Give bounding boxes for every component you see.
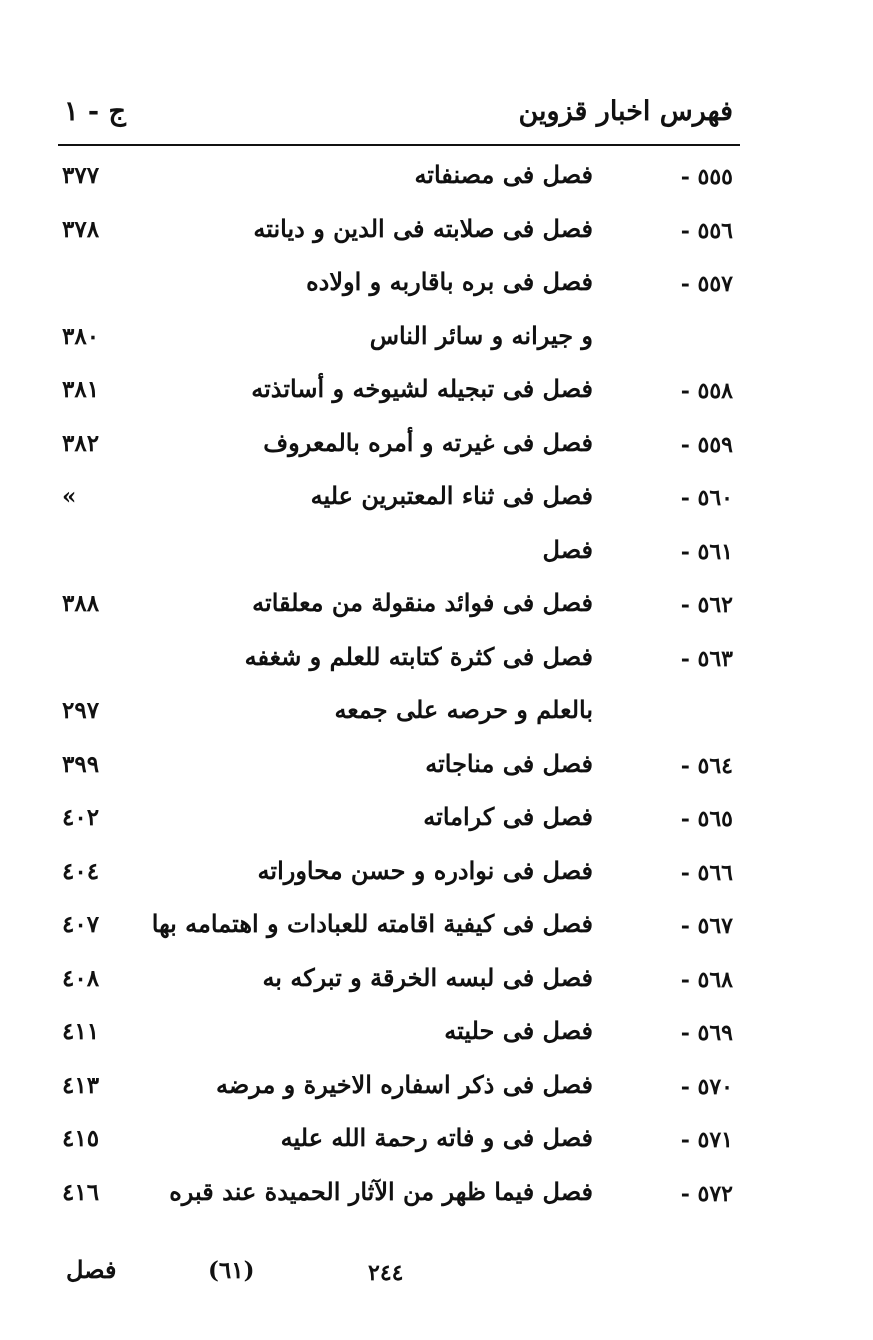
entry-title: فصل فى و فاته رحمة الله عليه	[280, 1123, 593, 1152]
entry-title: فصل فى كثرة كتابته للعلم و شغفه	[244, 642, 593, 671]
index-entry-row	[0, 374, 873, 414]
entry-number: ٥٥٨ -	[680, 378, 733, 404]
entry-page-number: ٤١٣	[62, 1072, 100, 1099]
index-entry-row	[0, 695, 873, 735]
index-entry-row	[0, 428, 873, 468]
entry-title: فصل فى مناجاته	[425, 749, 593, 778]
entry-number: ٥٥٩ -	[680, 432, 733, 458]
entry-page-number: ٣٩٩	[62, 751, 100, 778]
index-entry-row	[0, 214, 873, 254]
entry-number: ٥٥٧ -	[680, 271, 733, 297]
entry-title: بالعلم و حرصه على جمعه	[334, 695, 593, 724]
index-entry-row	[0, 963, 873, 1003]
entry-number: ٥٦٨ -	[680, 967, 733, 993]
page-number: ٢٤٤	[368, 1260, 404, 1286]
entry-page-number: ٤١١	[62, 1018, 100, 1045]
entry-title: فصل فى نوادره و حسن محاوراته	[257, 856, 593, 885]
entry-title: فصل فى ثناء المعتبرين عليه	[310, 481, 593, 510]
index-entry-row	[0, 1123, 873, 1163]
entry-title: فصل فى كيفية اقامته للعبادات و اهتمامه بها	[151, 909, 593, 938]
index-entry-row	[0, 856, 873, 896]
entry-number: ٥٦٩ -	[680, 1020, 733, 1046]
entry-page-number: ٤٠٧	[62, 911, 100, 938]
entry-number: ٥٦١ -	[680, 539, 733, 565]
entry-page-number: ٤٠٤	[62, 858, 100, 885]
index-entry-row	[0, 1070, 873, 1110]
index-entry-row	[0, 321, 873, 361]
entry-title: فصل فى ذكر اسفاره الاخيرة و مرضه	[215, 1070, 593, 1099]
entry-title: فصل فى غيرته و أمره بالمعروف	[263, 428, 593, 457]
entry-number: ٥٦٣ -	[680, 646, 733, 672]
entry-number: ٥٧٠ -	[680, 1074, 733, 1100]
entry-page-number: »	[62, 483, 77, 510]
entry-page-number: ٣٨١	[62, 376, 100, 403]
signature-mark: (٦١)	[208, 1257, 255, 1284]
entry-page-number: ٣٧٨	[62, 216, 100, 243]
index-entry-row	[0, 1016, 873, 1056]
entry-title: فصل فيما ظهر من الآثار الحميدة عند قبره	[169, 1177, 593, 1206]
index-entry-row	[0, 160, 873, 200]
entry-number: ٥٧٢ -	[680, 1181, 733, 1207]
index-entry-row	[0, 1177, 873, 1217]
entry-page-number: ٤٠٨	[62, 965, 100, 992]
index-entry-row	[0, 267, 873, 307]
page-header-title: فهرس اخبار قزوين	[518, 96, 733, 127]
entry-page-number: ٣٨٢	[62, 430, 100, 457]
entry-page-number: ٤١٥	[62, 1125, 100, 1152]
entry-number: ٥٥٥ -	[680, 164, 733, 190]
entry-number: ٥٦٧ -	[680, 913, 733, 939]
entry-page-number: ٣٨٨	[62, 590, 100, 617]
index-entry-row	[0, 642, 873, 682]
index-entry-row	[0, 749, 873, 789]
entry-title: فصل فى لبسه الخرقة و تبركه به	[262, 963, 593, 992]
entry-title: فصل فى حليته	[444, 1016, 593, 1045]
entry-title: فصل فى بره باقاربه و اولاده	[306, 267, 593, 296]
index-entry-row	[0, 909, 873, 949]
index-entry-row	[0, 535, 873, 575]
entry-title: فصل فى فوائد منقولة من معلقاته	[252, 588, 593, 617]
entry-number: ٥٦٥ -	[680, 806, 733, 832]
entry-page-number: ٣٧٧	[62, 162, 100, 189]
entry-page-number: ٤١٦	[62, 1179, 100, 1206]
entry-title: فصل فى كراماته	[423, 802, 593, 831]
index-entry-row	[0, 481, 873, 521]
entry-number: ٥٦٤ -	[680, 753, 733, 779]
index-entry-row	[0, 802, 873, 842]
entry-title: فصل فى صلابته فى الدين و ديانته	[253, 214, 593, 243]
entry-number: ٥٧١ -	[680, 1127, 733, 1153]
entry-title: فصل فى تبجيله لشيوخه و أساتذته	[251, 374, 593, 403]
entry-page-number: ٤٠٢	[62, 804, 100, 831]
entry-page-number: ٢٩٧	[62, 697, 100, 724]
index-entry-row	[0, 588, 873, 628]
entry-title: و جيرانه و سائر الناس	[369, 321, 593, 350]
entry-number: ٥٦٠ -	[680, 485, 733, 511]
catchword: فصل	[66, 1255, 117, 1284]
entry-number: ٥٥٦ -	[680, 218, 733, 244]
entry-number: ٥٦٦ -	[680, 860, 733, 886]
entry-number: ٥٦٢ -	[680, 592, 733, 618]
entry-page-number: ٣٨٠	[62, 323, 100, 350]
volume-label: ج - ١	[64, 96, 126, 127]
entry-title: فصل فى مصنفاته	[414, 160, 593, 189]
entry-title: فصل	[542, 535, 593, 564]
